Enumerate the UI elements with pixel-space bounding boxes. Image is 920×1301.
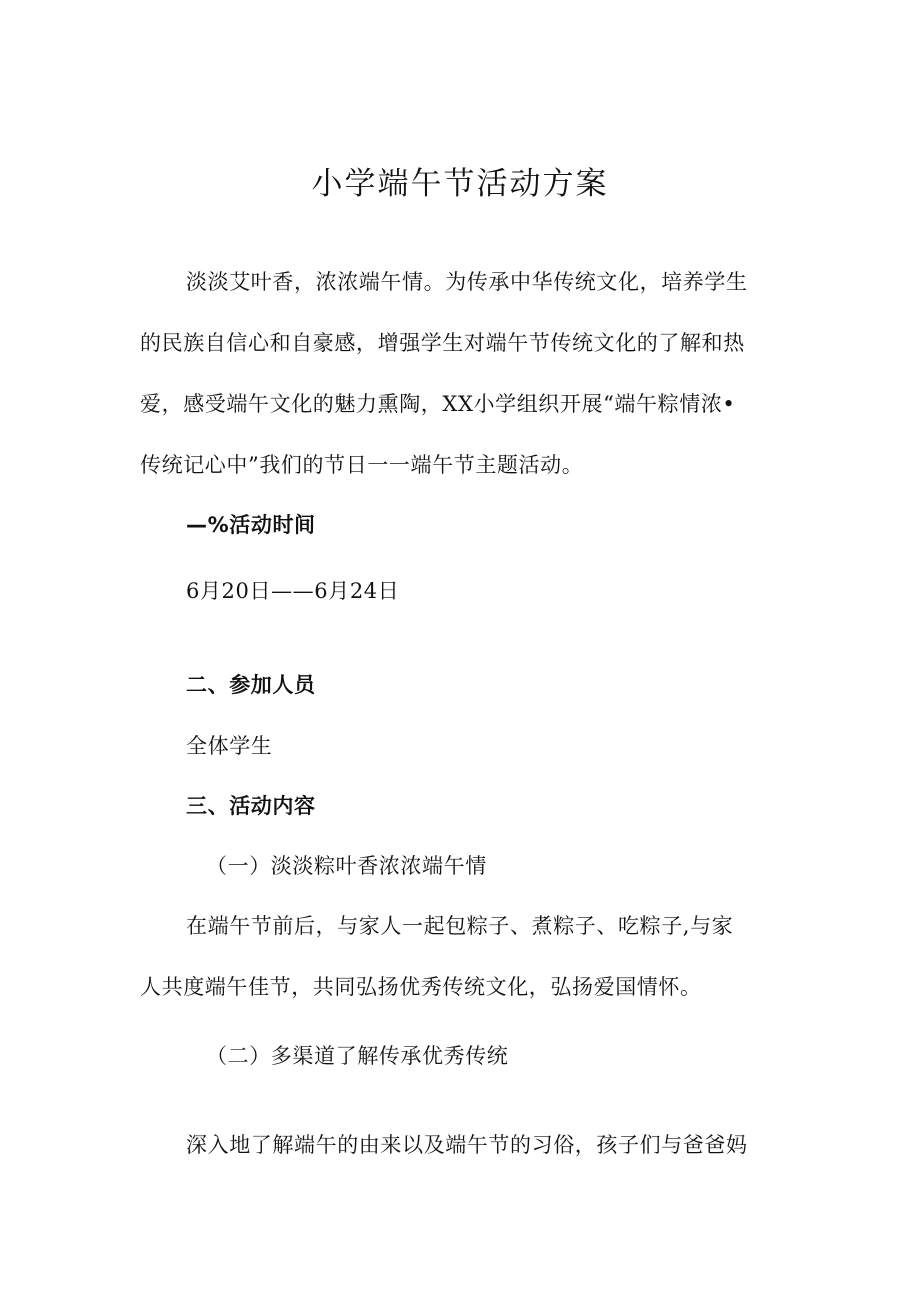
- subsection-heading-1: （一）淡淡粽叶香浓浓端午情: [206, 854, 487, 878]
- section-heading-participants: 二、参加人员: [186, 673, 316, 697]
- intro-line: 传统记心中”我们的节日一一端午节主题活动。: [140, 453, 584, 477]
- participants-text: 全体学生: [186, 734, 273, 758]
- section-heading-time: —%活动时间: [186, 513, 316, 537]
- section-heading-content: 三、活动内容: [186, 794, 316, 818]
- subsection-1-line: 人共度端午佳节，共同弘扬优秀传统文化，弘扬爱国情怀。: [140, 975, 702, 999]
- intro-line: 淡淡艾叶香，浓浓端午情。为传承中华传统文化，培养学生: [186, 270, 748, 294]
- intro-line: 的民族自信心和自豪感，增强学生对端午节传统文化的了解和热: [140, 331, 745, 355]
- document-title: 小学端午节活动方案: [311, 166, 609, 202]
- subsection-2-line: 深入地了解端午的由来以及端午节的习俗，孩子们与爸爸妈: [186, 1133, 748, 1157]
- activity-dates: 6月20日——6月24日: [186, 579, 400, 603]
- subsection-1-line: 在端午节前后，与家人一起包粽子、煮粽子、吃粽子,与家: [186, 914, 734, 938]
- intro-line: 爱，感受端午文化的魅力熏陶，XX小学组织开展“端午粽情浓•: [140, 392, 736, 416]
- subsection-heading-2: （二）多渠道了解传承优秀传统: [206, 1044, 509, 1068]
